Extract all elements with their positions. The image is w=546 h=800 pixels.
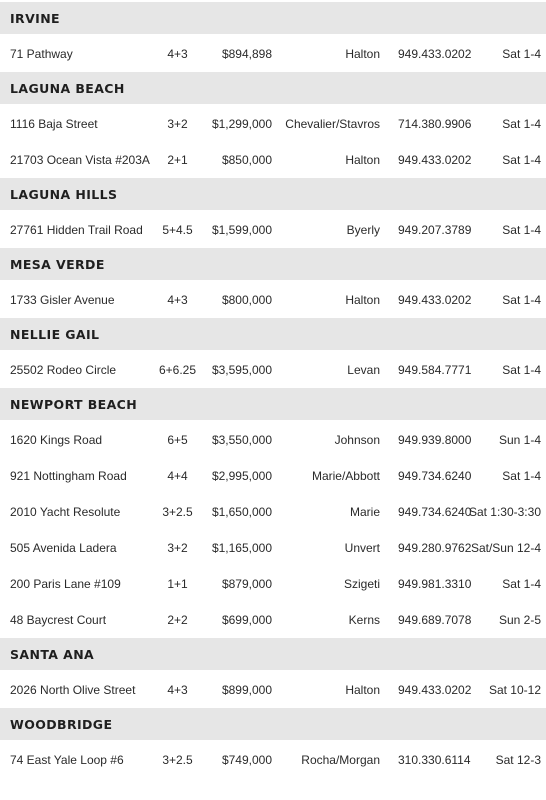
listing-beds-baths: 6+5 [167,433,188,447]
listing-address: 921 Nottingham Road [10,469,127,483]
listing-beds-baths: 2+2 [167,613,188,627]
listing-phone: 949.939.8000 [398,433,472,447]
section-header: NEWPORT BEACH [0,386,546,420]
listing-open-time: Sat 1-4 [502,117,541,131]
listing-row [0,34,546,70]
section-header: IRVINE [0,0,546,34]
listing-open-time: Sat 1-4 [502,153,541,167]
listing-open-time: Sat 1-4 [502,293,541,307]
listing-address: 2010 Yacht Resolute [10,505,121,519]
listing-agent: Rocha/Morgan [301,753,380,767]
listing-phone: 949.584.7771 [398,363,472,377]
listing-open-time: Sat 1-4 [502,577,541,591]
section-header: LAGUNA HILLS [0,176,546,210]
listing-open-time: Sun 1-4 [498,433,541,447]
listing-beds-baths: 3+2 [167,541,188,555]
listing-beds-baths: 3+2 [167,117,188,131]
listing-price: $850,000 [221,153,272,167]
listing-price: $894,898 [221,47,272,61]
listing-price: $879,000 [221,577,272,591]
listing-address: 27761 Hidden Trail Road [10,223,143,237]
section-header: WOODBRIDGE [0,706,546,740]
listing-agent: Marie/Abbott [311,469,380,483]
listing-price: $1,599,000 [211,223,272,237]
listing-agent: Halton [345,683,380,697]
listing-phone: 949.981.3310 [398,577,472,591]
listing-open-time: Sat 1:30-3:30 [468,505,541,519]
listing-row [0,492,546,528]
listing-phone: 949.433.0202 [398,153,472,167]
listing-open-time: Sat 1-4 [502,47,541,61]
section-header: LAGUNA BEACH [0,70,546,104]
listing-address: 1116 Baja Street [10,117,98,131]
listing-beds-baths: 2+1 [167,153,188,167]
listing-address: 21703 Ocean Vista #203A [10,153,150,167]
listing-agent: Kerns [348,613,380,627]
listing-beds-baths: 4+4 [167,469,188,483]
listing-phone: 949.433.0202 [398,293,472,307]
listing-price: $1,299,000 [211,117,272,131]
listing-address: 71 Pathway [10,47,73,61]
listing-phone: 949.433.0202 [398,683,472,697]
listing-price: $1,650,000 [211,505,272,519]
listing-open-time: Sat 1-4 [502,469,541,483]
listing-phone: 949.689.7078 [398,613,472,627]
listing-beds-baths: 4+3 [167,683,188,697]
listing-price: $699,000 [221,613,272,627]
listing-address: 74 East Yale Loop #6 [10,753,124,767]
listing-phone: 310.330.6114 [398,753,471,767]
listing-address: 2026 North Olive Street [10,683,136,697]
listing-beds-baths: 5+4.5 [162,223,193,237]
listing-open-time: Sat/Sun 12-4 [470,541,541,555]
listing-beds-baths: 4+3 [167,47,188,61]
listing-row [0,456,546,492]
section-header: SANTA ANA [0,636,546,670]
listing-price: $800,000 [221,293,272,307]
listing-row [0,528,546,564]
listing-address: 200 Paris Lane #109 [10,577,121,591]
listing-row [0,740,546,776]
listing-row [0,104,546,140]
listing-open-time: Sat 1-4 [502,223,541,237]
listing-phone: 949.280.9762 [398,541,472,555]
listing-address: 1733 Gisler Avenue [10,293,115,307]
listing-open-time: Sun 2-5 [498,613,541,627]
listing-agent: Levan [347,363,380,377]
listing-beds-baths: 3+2.5 [162,505,193,519]
listing-price: $1,165,000 [211,541,272,555]
listing-beds-baths: 3+2.5 [162,753,193,767]
listing-address: 505 Avenida Ladera [10,541,117,555]
listing-agent: Halton [345,47,380,61]
listing-beds-baths: 1+1 [167,577,188,591]
listing-row [0,350,546,386]
listing-price: $2,995,000 [211,469,272,483]
listing-agent: Marie [349,505,380,519]
listing-phone: 949.433.0202 [398,47,472,61]
listing-address: 1620 Kings Road [10,433,103,447]
listing-row [0,210,546,246]
section-header: NELLIE GAIL [0,316,546,350]
listing-row [0,280,546,316]
listing-agent: Johnson [334,433,380,447]
listing-phone: 949.734.6240 [398,469,472,483]
listing-open-time: Sat 1-4 [502,363,541,377]
section-header: MESA VERDE [0,246,546,280]
listing-row [0,564,546,600]
listing-agent: Halton [345,293,380,307]
listing-price: $899,000 [221,683,272,697]
listing-phone: 714.380.9906 [398,117,472,131]
listing-price: $3,595,000 [211,363,272,377]
listing-agent: Halton [345,153,380,167]
listing-agent: Chevalier/Stavros [285,117,380,131]
listing-agent: Unvert [344,541,380,555]
listing-row [0,140,546,176]
listing-row [0,600,546,636]
listing-agent: Byerly [346,223,380,237]
listing-row [0,420,546,456]
listing-phone: 949.207.3789 [398,223,472,237]
listing-open-time: Sat 10-12 [488,683,541,697]
listing-price: $3,550,000 [211,433,272,447]
listing-beds-baths: 6+6.25 [158,363,197,377]
listing-row [0,670,546,706]
listing-address: 25502 Rodeo Circle [10,363,117,377]
listing-address: 48 Baycrest Court [10,613,107,627]
listing-price: $749,000 [221,753,272,767]
listing-open-time: Sat 12-3 [495,753,541,767]
listing-beds-baths: 4+3 [167,293,188,307]
listing-agent: Szigeti [343,577,380,591]
listing-phone: 949.734.6240 [398,505,472,519]
